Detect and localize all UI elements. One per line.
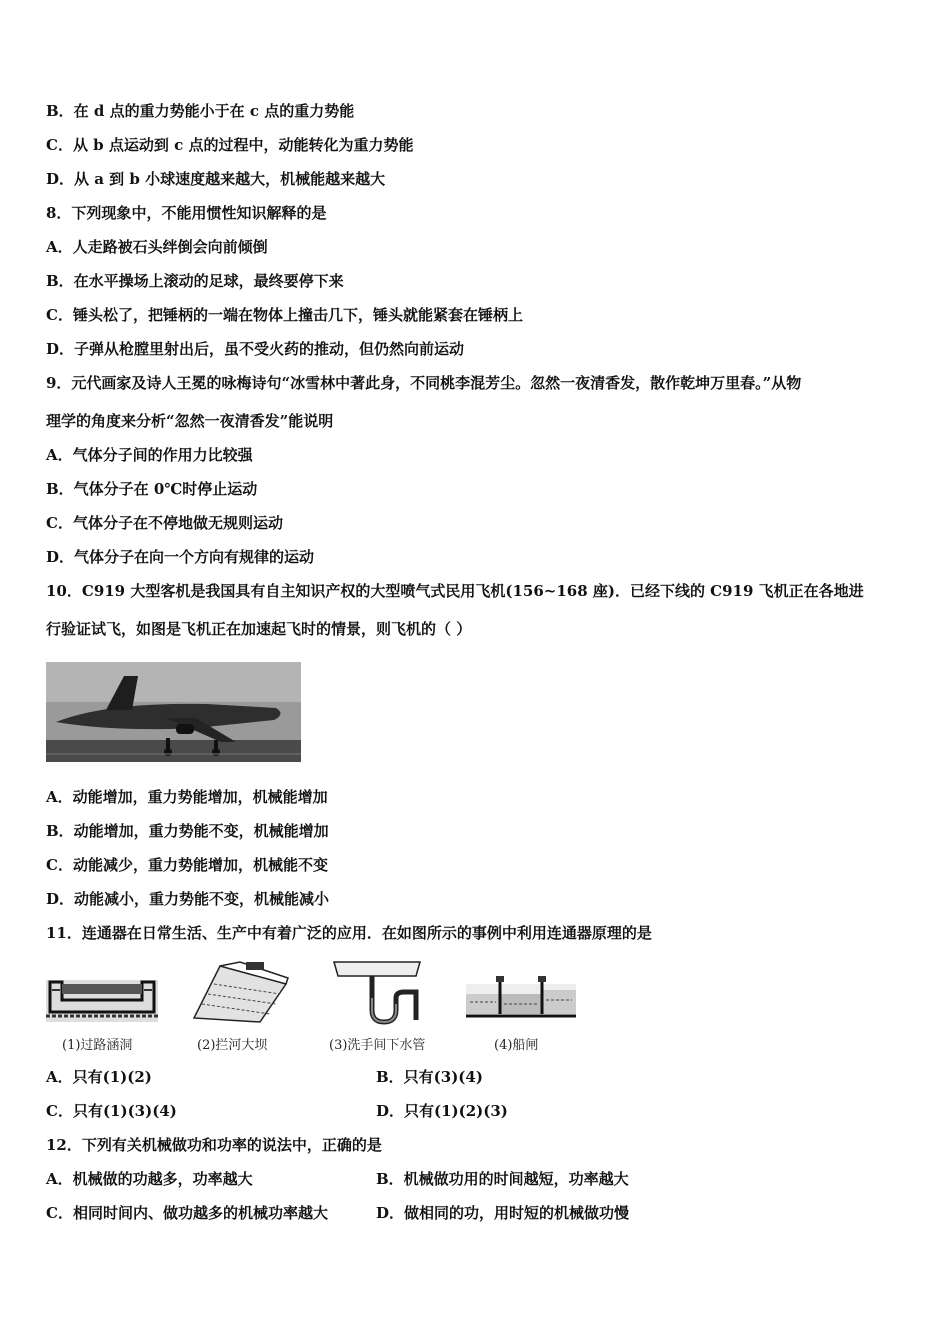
q12-option-d: D．做相同的功，用时短的机械做功慢	[376, 1204, 630, 1222]
q9-option-a: A．气体分子间的作用力比较强	[46, 446, 253, 464]
q11-option-a: A．只有(1)(2)	[46, 1068, 152, 1086]
dam-caption: (2)拦河大坝	[197, 1038, 268, 1053]
ship-lock-caption: (4)船闸	[494, 1038, 539, 1053]
q10-stem-line2: 行验证试飞，如图是飞机正在加速起飞时的情景，则飞机的（ ）	[46, 620, 472, 638]
q10-option-c: C．动能减少，重力势能增加，机械能不变	[46, 856, 328, 874]
culvert-figure	[46, 972, 158, 1022]
ship-lock-figure	[466, 972, 576, 1022]
q12-option-c: C．相同时间内、做功越多的机械功率越大	[46, 1204, 328, 1222]
sink-drain-caption: (3)洗手间下水管	[329, 1038, 426, 1053]
airplane-takeoff-image	[46, 662, 301, 762]
q8-option-b: B．在水平操场上滚动的足球，最终要停下来	[46, 272, 344, 290]
sink-drain-figure	[332, 958, 422, 1028]
q9-stem-line2: 理学的角度来分析“忽然一夜清香发”能说明	[46, 412, 334, 430]
q10-option-d: D．动能减小，重力势能不变，机械能减小	[46, 890, 330, 908]
q8-option-d: D．子弹从枪膛里射出后，虽不受火药的推动，但仍然向前运动	[46, 340, 465, 358]
q7-option-d: D．从 a 到 b 小球速度越来越大，机械能越来越大	[46, 170, 386, 188]
q11-stem: 11．连通器在日常生活、生产中有着广泛的应用．在如图所示的事例中利用连通器原理的是	[46, 924, 652, 942]
q9-option-c: C．气体分子在不停地做无规则运动	[46, 514, 283, 532]
q12-option-b: B．机械做功用的时间越短，功率越大	[376, 1170, 629, 1188]
q9-stem-line1: 9．元代画家及诗人王冕的咏梅诗句“冰雪林中著此身，不同桃李混芳尘。忽然一夜清香发，散作乾坤万里春。”从物	[46, 374, 802, 392]
dam-figure	[190, 958, 290, 1024]
q11-option-c: C．只有(1)(3)(4)	[46, 1102, 177, 1120]
q10-option-b: B．动能增加，重力势能不变，机械能增加	[46, 822, 329, 840]
q7-option-c: C．从 b 点运动到 c 点的过程中，动能转化为重力势能	[46, 136, 414, 154]
q10-option-a: A．动能增加，重力势能增加，机械能增加	[46, 788, 328, 806]
q12-option-a: A．机械做的功越多，功率越大	[46, 1170, 253, 1188]
q11-option-d: D．只有(1)(2)(3)	[376, 1102, 508, 1120]
q8-stem: 8．下列现象中，不能用惯性知识解释的是	[46, 204, 327, 222]
culvert-caption: (1)过路涵洞	[62, 1038, 133, 1053]
q9-option-b: B．气体分子在 0℃时停止运动	[46, 480, 258, 498]
q8-option-c: C．锤头松了，把锤柄的一端在物体上撞击几下，锤头就能紧套在锤柄上	[46, 306, 523, 324]
q12-stem: 12．下列有关机械做功和功率的说法中，正确的是	[46, 1136, 382, 1154]
q9-option-d: D．气体分子在向一个方向有规律的运动	[46, 548, 315, 566]
q8-option-a: A．人走路被石头绊倒会向前倾倒	[46, 238, 268, 256]
q11-option-b: B．只有(3)(4)	[376, 1068, 483, 1086]
q10-stem-line1: 10．C919 大型客机是我国具有自主知识产权的大型喷气式民用飞机(156~168 座)．已经下线的 C919 飞机正在各地进	[46, 582, 864, 600]
q7-option-b: B．在 d 点的重力势能小于在 c 点的重力势能	[46, 102, 355, 120]
